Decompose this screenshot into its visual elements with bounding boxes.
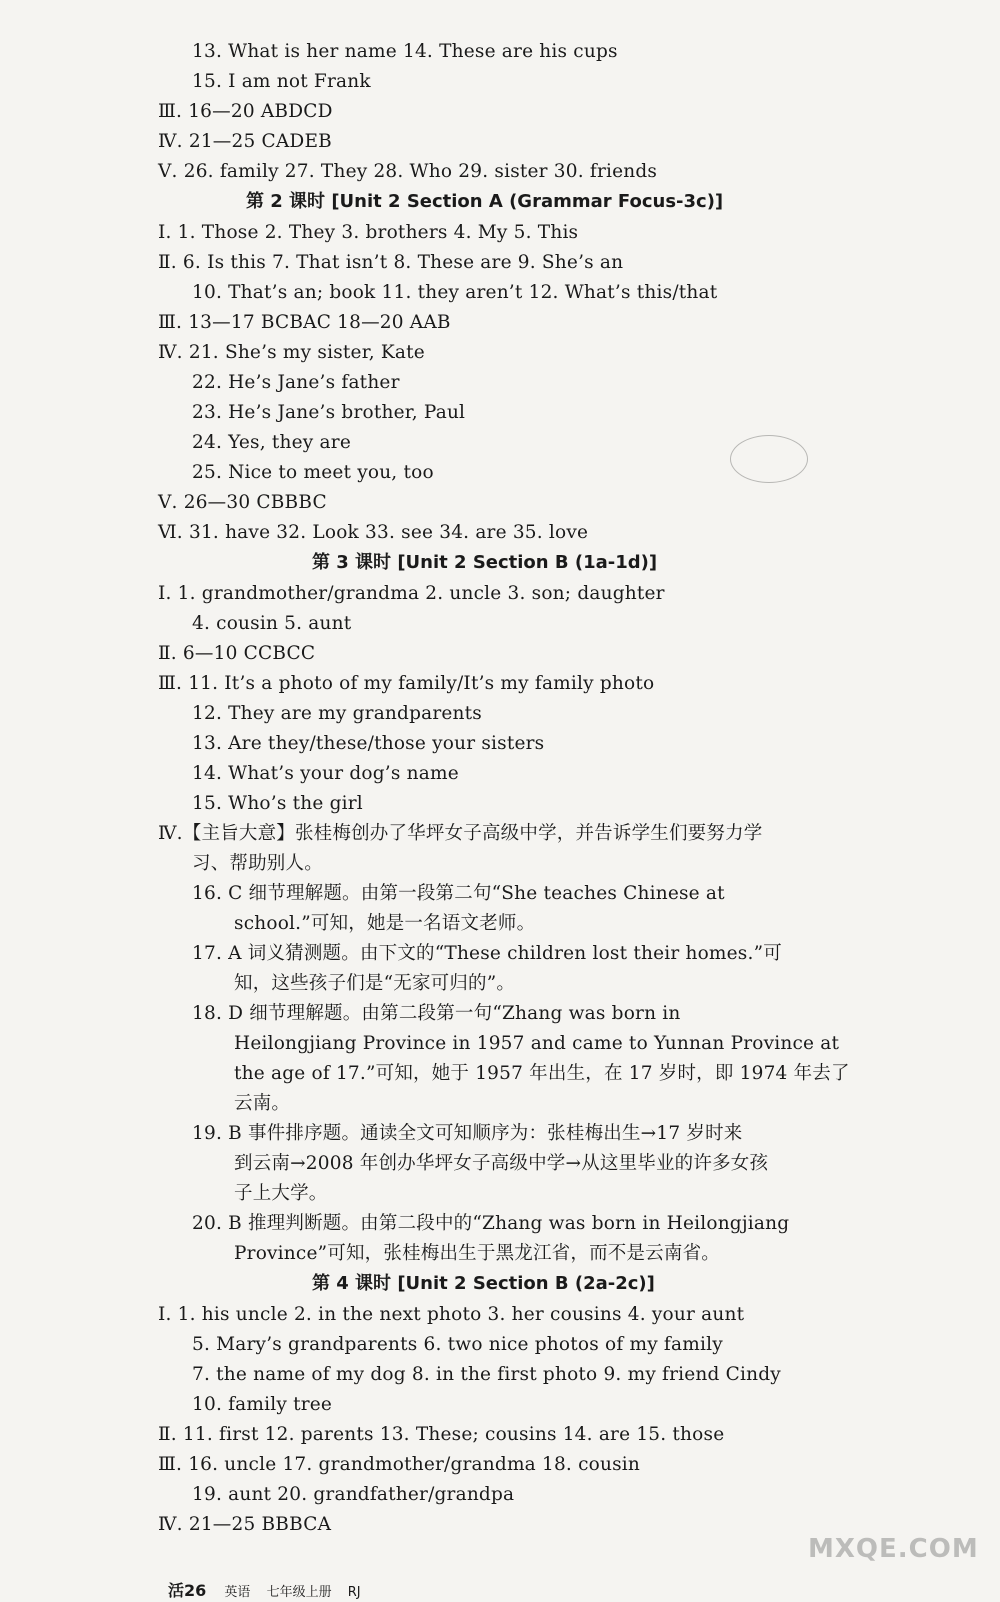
footer-grade: 七年级上册: [266, 1585, 332, 1600]
section-heading: 第 3 课时 [Unit 2 Section B (1a-1d)]: [312, 552, 658, 573]
answer-line: 18. D 细节理解题。由第二段第一句“Zhang was born in: [192, 1003, 681, 1024]
section-heading: 第 4 课时 [Unit 2 Section B (2a-2c)]: [312, 1273, 655, 1294]
answer-line: Province”可知，张桂梅出生于黑龙江省，而不是云南省。: [234, 1243, 720, 1264]
answer-line: Ⅰ. 1. Those 2. They 3. brothers 4. My 5. This: [158, 222, 579, 243]
answer-line: 7. the name of my dog 8. in the first photo 9. my friend Cindy: [192, 1364, 781, 1385]
answer-line: Ⅱ. 6. Is this 7. That isn’t 8. These are 9. She’s an: [158, 252, 624, 273]
answer-line: Ⅳ. 21. She’s my sister, Kate: [158, 342, 425, 363]
answer-line: 云南。: [234, 1093, 291, 1114]
answer-line: Ⅵ. 31. have 32. Look 33. see 34. are 35. love: [158, 522, 589, 543]
answer-line: Ⅲ. 11. It’s a photo of my family/It’s my family photo: [158, 673, 655, 694]
answer-line: 10. family tree: [192, 1394, 333, 1415]
answer-line: 22. He’s Jane’s father: [192, 372, 400, 393]
answer-line: 知，这些孩子们是“无家可归的”。: [234, 973, 516, 994]
answer-line: 19. aunt 20. grandfather/grandpa: [192, 1484, 515, 1505]
answer-line: Ⅲ. 16—20 ABDCD: [158, 101, 333, 122]
answer-line: 10. That’s an; book 11. they aren’t 12. What’s this/that: [192, 282, 718, 303]
answer-line: 15. Who’s the girl: [192, 793, 363, 814]
answer-line: 12. They are my grandparents: [192, 703, 482, 724]
answer-line: 13. Are they/these/those your sisters: [192, 733, 545, 754]
section-heading: 第 2 课时 [Unit 2 Section A (Grammar Focus-3c)]: [246, 191, 724, 212]
answer-line: 23. He’s Jane’s brother, Paul: [192, 402, 466, 423]
answer-line: 24. Yes, they are: [192, 432, 351, 453]
answer-line: 20. B 推理判断题。由第二段中的“Zhang was born in Heilongjiang: [192, 1213, 790, 1234]
answer-line: 15. I am not Frank: [192, 71, 371, 92]
answer-line: Heilongjiang Province in 1957 and came to Yunnan Province at: [234, 1033, 840, 1054]
answer-line: 习、帮助别人。: [192, 853, 323, 874]
watermark: MXQE.COM: [808, 1534, 979, 1564]
answer-line: Ⅳ. 21—25 CADEB: [158, 131, 332, 152]
answer-line: 到云南→2008 年创办华坪女子高级中学→从这里毕业的许多女孩: [234, 1153, 769, 1174]
answer-line: 19. B 事件排序题。通读全文可知顺序为：张桂梅出生→17 岁时来: [192, 1123, 743, 1144]
answer-line: Ⅳ.【主旨大意】张桂梅创办了华坪女子高级中学，并告诉学生们要努力学: [158, 823, 763, 844]
stamp-mark: [730, 435, 808, 483]
answer-line: 16. C 细节理解题。由第一段第二句“She teaches Chinese at: [192, 883, 725, 904]
answer-line: Ⅰ. 1. his uncle 2. in the next photo 3. her cousins 4. your aunt: [158, 1304, 745, 1325]
answer-line: 17. A 词义猜测题。由下文的“These children lost their homes.”可: [192, 943, 782, 964]
page-footer: [168, 1582, 373, 1602]
answer-line: Ⅱ. 6—10 CCBCC: [158, 643, 316, 664]
answer-line: 子上大学。: [234, 1183, 328, 1204]
footer-edition: RJ: [347, 1585, 361, 1600]
answer-line: Ⅰ. 1. grandmother/grandma 2. uncle 3. son; daughter: [158, 583, 665, 604]
answer-line: 13. What is her name 14. These are his cups: [192, 41, 618, 62]
answer-line: the age of 17.”可知，她于 1957 年出生，在 17 岁时，即 1974 年去了: [234, 1063, 850, 1084]
answer-line: Ⅲ. 13—17 BCBAC 18—20 AAB: [158, 312, 451, 333]
answer-line: Ⅴ. 26. family 27. They 28. Who 29. sister 30. friends: [158, 161, 658, 182]
answer-line: 4. cousin 5. aunt: [192, 613, 352, 634]
answer-line: Ⅲ. 16. uncle 17. grandmother/grandma 18. cousin: [158, 1454, 641, 1475]
answer-line: 5. Mary’s grandparents 6. two nice photos of my family: [192, 1334, 723, 1355]
answer-line: Ⅳ. 21—25 BBBCA: [158, 1514, 332, 1535]
answer-line: Ⅱ. 11. first 12. parents 13. These; cousins 14. are 15. those: [158, 1424, 725, 1445]
page-number: 活26: [168, 1581, 207, 1600]
footer-subject: 英语: [224, 1585, 251, 1600]
answer-line: school.”可知，她是一名语文老师。: [234, 913, 536, 934]
answer-line: Ⅴ. 26—30 CBBBC: [158, 492, 327, 513]
answer-line: 14. What’s your dog’s name: [192, 763, 459, 784]
answer-line: 25. Nice to meet you, too: [192, 462, 434, 483]
